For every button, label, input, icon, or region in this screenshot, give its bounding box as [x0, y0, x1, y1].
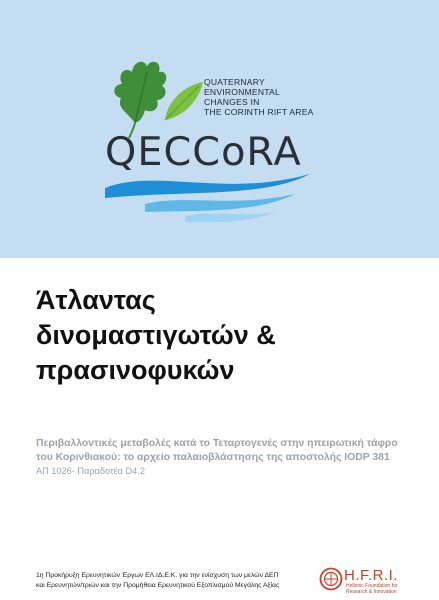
- leaf-icon: [165, 82, 203, 120]
- hfri-emblem-icon: [319, 567, 343, 591]
- funding-notice: [36, 571, 336, 591]
- wave-icon: [105, 174, 310, 222]
- document-subtitle: Περιβαλλοντικές μεταβολές κατά το Τεταρτογενές στην ηπειρωτική τάφρο του Κορινθιακού: το αρχείο παλαιοβλάστησης της αποστολής IODP 381: [36, 438, 398, 463]
- title-line: Άτλαντας: [36, 285, 156, 315]
- funding-line: 1η Προκήρυξη Ερευνητικών Έργων ΕΛ.ΙΔ.Ε.Κ. για την ενίσχυση των μελών ΔΕΠ: [36, 572, 279, 579]
- logo-tagline: [204, 77, 314, 117]
- tagline-line: QUATERNARY: [204, 77, 265, 87]
- title-line: δινομαστιγωτών &: [36, 320, 276, 350]
- document-title: [36, 283, 276, 388]
- tagline-line: THE CORINTH RIFT AREA: [204, 107, 314, 117]
- hfri-subtitle-line: Research & Innovation: [346, 588, 397, 595]
- hfri-logo-text: H.F.R.I.: [344, 567, 399, 584]
- brand-wordmark: QECCoRA: [105, 130, 302, 175]
- tagline-line: ENVIRONMENTAL: [204, 87, 280, 97]
- funding-line: και Ερευνητών/τριών και την Προμήθεια Ερευνητικού Εξοπλισμού Μεγάλης Αξίας: [36, 582, 280, 589]
- deliverable-code: ΑΠ 1026- Παραδοτέα D4.2: [36, 466, 145, 476]
- hfri-subtitle-line: Hellenic Foundation for: [346, 583, 398, 589]
- oak-leaf-icon: [114, 62, 166, 138]
- title-line: πρασινοφυκών: [36, 355, 235, 385]
- tagline-line: CHANGES IN: [204, 97, 260, 107]
- hfri-subtitle: [346, 584, 397, 595]
- header-band: [0, 0, 439, 258]
